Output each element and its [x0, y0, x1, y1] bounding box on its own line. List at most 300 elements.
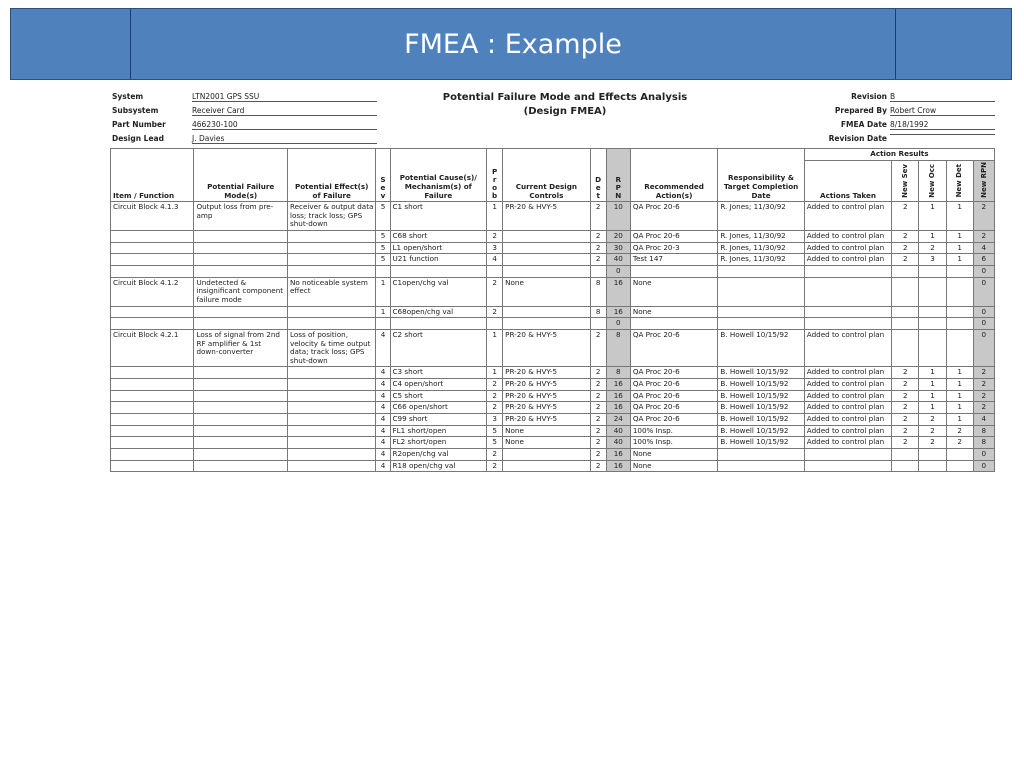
- row-sev: 5: [376, 231, 390, 243]
- row-rpn: 10: [606, 202, 630, 231]
- row-controls: [503, 306, 590, 318]
- table-row: [111, 277, 995, 306]
- row-actions-taken: Added to control plan: [804, 231, 891, 243]
- row-cause: C3 short: [390, 367, 487, 379]
- row-new-occ: [919, 448, 946, 460]
- row-controls: [503, 254, 590, 266]
- row-cause: C99 short: [390, 413, 487, 425]
- row-sev: [376, 266, 390, 278]
- row-prob: 2: [487, 306, 503, 318]
- row-new-rpn: 0: [973, 277, 994, 306]
- row-responsibility: R. Jones, 11/30/92: [718, 254, 804, 266]
- fmea-date-label: FMEA Date: [840, 120, 887, 129]
- row-actions-taken: Added to control plan: [804, 329, 891, 367]
- row-rpn: 0: [606, 318, 630, 330]
- row-rpn: 8: [606, 329, 630, 367]
- table-row: [111, 425, 995, 437]
- row-det: 8: [590, 306, 606, 318]
- row-actions-taken: [804, 277, 891, 306]
- row-new-rpn: 8: [973, 425, 994, 437]
- row-sev: 4: [376, 437, 390, 449]
- row-failure-mode: [194, 425, 288, 437]
- row-sev: 1: [376, 277, 390, 306]
- row-failure-mode: [194, 367, 288, 379]
- row-actions-taken: Added to control plan: [804, 254, 891, 266]
- row-det: 2: [590, 202, 606, 231]
- row-item: [111, 448, 194, 460]
- table-row: [111, 448, 995, 460]
- row-rpn: 40: [606, 254, 630, 266]
- design-lead-value: J. Davies: [192, 134, 377, 144]
- row-recommended: None: [630, 460, 717, 472]
- row-sev: 4: [376, 329, 390, 367]
- row-cause: FL1 short/open: [390, 425, 487, 437]
- row-new-det: [946, 448, 973, 460]
- row-sev: 4: [376, 425, 390, 437]
- revision-date-label: Revision Date: [828, 134, 887, 143]
- row-new-det: 1: [946, 231, 973, 243]
- part-number-value: 466230-100: [192, 120, 377, 130]
- row-controls: [503, 266, 590, 278]
- row-actions-taken: [804, 306, 891, 318]
- row-responsibility: B. Howell 10/15/92: [718, 425, 804, 437]
- row-recommended: 100% Insp.: [630, 425, 717, 437]
- row-new-occ: 1: [919, 231, 946, 243]
- row-actions-taken: Added to control plan: [804, 379, 891, 391]
- row-responsibility: [718, 266, 804, 278]
- row-det: 2: [590, 413, 606, 425]
- table-row: [111, 413, 995, 425]
- row-cause: R18 open/chg val: [390, 460, 487, 472]
- table-row: [111, 329, 995, 367]
- row-rpn: 24: [606, 413, 630, 425]
- row-responsibility: B. Howell 10/15/92: [718, 390, 804, 402]
- prepared-by-value: Robert Crow: [890, 106, 995, 116]
- row-new-det: [946, 318, 973, 330]
- row-recommended: Test 147: [630, 254, 717, 266]
- row-recommended: QA Proc 20-6: [630, 202, 717, 231]
- row-prob: 2: [487, 231, 503, 243]
- row-cause: L1 open/short: [390, 242, 487, 254]
- row-cause: [390, 266, 487, 278]
- row-prob: 1: [487, 329, 503, 367]
- row-item: Circuit Block 4.1.3: [111, 202, 194, 231]
- row-new-rpn: 2: [973, 202, 994, 231]
- col-sev: S e v: [376, 149, 390, 202]
- row-new-occ: 1: [919, 402, 946, 414]
- row-effect: [287, 390, 375, 402]
- row-new-sev: [892, 306, 919, 318]
- row-new-rpn: 2: [973, 379, 994, 391]
- col-det: D e t: [590, 149, 606, 202]
- row-effect: [287, 448, 375, 460]
- row-effect: [287, 460, 375, 472]
- row-cause: [390, 318, 487, 330]
- row-recommended: None: [630, 277, 717, 306]
- row-new-sev: 2: [892, 367, 919, 379]
- row-item: Circuit Block 4.1.2: [111, 277, 194, 306]
- row-new-sev: [892, 277, 919, 306]
- fmea-table-body: [111, 202, 995, 472]
- row-det: 2: [590, 329, 606, 367]
- row-cause: R2open/chg val: [390, 448, 487, 460]
- row-new-sev: 2: [892, 425, 919, 437]
- row-actions-taken: [804, 266, 891, 278]
- col-cause: Potential Cause(s)/ Mechanism(s) of Failure: [390, 149, 487, 202]
- row-controls: [503, 318, 590, 330]
- row-cause: C66 open/short: [390, 402, 487, 414]
- row-responsibility: [718, 460, 804, 472]
- row-prob: 2: [487, 379, 503, 391]
- row-actions-taken: Added to control plan: [804, 390, 891, 402]
- row-rpn: 16: [606, 390, 630, 402]
- row-failure-mode: [194, 390, 288, 402]
- row-item: [111, 460, 194, 472]
- row-new-sev: [892, 266, 919, 278]
- row-controls: None: [503, 437, 590, 449]
- row-failure-mode: [194, 306, 288, 318]
- row-failure-mode: [194, 231, 288, 243]
- col-rpn: R P N: [606, 149, 630, 202]
- row-new-sev: 2: [892, 402, 919, 414]
- table-row: [111, 460, 995, 472]
- row-sev: 5: [376, 254, 390, 266]
- row-effect: [287, 231, 375, 243]
- row-new-det: 1: [946, 379, 973, 391]
- row-actions-taken: Added to control plan: [804, 437, 891, 449]
- row-det: 2: [590, 231, 606, 243]
- subsystem-label: Subsystem: [112, 106, 159, 115]
- row-responsibility: R. Jones, 11/30/92: [718, 231, 804, 243]
- row-det: 2: [590, 425, 606, 437]
- row-effect: [287, 254, 375, 266]
- row-actions-taken: Added to control plan: [804, 202, 891, 231]
- row-prob: 2: [487, 277, 503, 306]
- row-effect: [287, 306, 375, 318]
- row-det: 8: [590, 277, 606, 306]
- row-sev: 4: [376, 367, 390, 379]
- row-failure-mode: [194, 437, 288, 449]
- table-row: [111, 306, 995, 318]
- row-prob: 2: [487, 448, 503, 460]
- row-new-det: [946, 329, 973, 367]
- row-recommended: QA Proc 20-6: [630, 231, 717, 243]
- row-sev: 4: [376, 448, 390, 460]
- row-rpn: 40: [606, 425, 630, 437]
- row-prob: 1: [487, 367, 503, 379]
- row-rpn: 16: [606, 460, 630, 472]
- row-failure-mode: [194, 242, 288, 254]
- row-actions-taken: [804, 448, 891, 460]
- row-responsibility: [718, 318, 804, 330]
- row-rpn: 16: [606, 277, 630, 306]
- system-value: LTN2001 GPS SSU: [192, 92, 377, 102]
- row-responsibility: [718, 448, 804, 460]
- row-prob: [487, 266, 503, 278]
- row-responsibility: B. Howell 10/15/92: [718, 329, 804, 367]
- row-new-rpn: 0: [973, 318, 994, 330]
- row-new-occ: 2: [919, 437, 946, 449]
- row-controls: None: [503, 425, 590, 437]
- row-rpn: 16: [606, 306, 630, 318]
- row-responsibility: [718, 306, 804, 318]
- row-rpn: 16: [606, 448, 630, 460]
- row-controls: PR-20 & HVY-5: [503, 379, 590, 391]
- row-new-sev: [892, 460, 919, 472]
- row-new-det: 1: [946, 202, 973, 231]
- design-lead-label: Design Lead: [112, 134, 164, 143]
- row-new-det: 1: [946, 254, 973, 266]
- row-recommended: QA Proc 20-6: [630, 379, 717, 391]
- row-new-occ: 1: [919, 367, 946, 379]
- col-effect: Potential Effect(s) of Failure: [287, 149, 375, 202]
- row-new-rpn: 2: [973, 402, 994, 414]
- row-recommended: QA Proc 20-6: [630, 367, 717, 379]
- row-new-rpn: 8: [973, 437, 994, 449]
- row-recommended: None: [630, 306, 717, 318]
- row-new-sev: [892, 448, 919, 460]
- row-failure-mode: [194, 266, 288, 278]
- fmea-date-value: 8/18/1992: [890, 120, 995, 130]
- row-sev: 4: [376, 379, 390, 391]
- row-responsibility: R. Jones, 11/30/92: [718, 242, 804, 254]
- row-new-rpn: 2: [973, 231, 994, 243]
- revision-date-value: [890, 134, 995, 135]
- row-recommended: 100% Insp.: [630, 437, 717, 449]
- row-prob: [487, 318, 503, 330]
- row-rpn: 0: [606, 266, 630, 278]
- col-actions-taken: Actions Taken: [804, 160, 891, 202]
- subsystem-value: Receiver Card: [192, 106, 377, 116]
- row-controls: PR-20 & HVY-5: [503, 367, 590, 379]
- row-new-occ: [919, 277, 946, 306]
- row-recommended: QA Proc 20-6: [630, 413, 717, 425]
- row-controls: PR-20 & HVY-5: [503, 202, 590, 231]
- row-prob: 2: [487, 390, 503, 402]
- row-cause: C68 short: [390, 231, 487, 243]
- row-item: Circuit Block 4.2.1: [111, 329, 194, 367]
- row-det: 2: [590, 254, 606, 266]
- row-new-occ: 2: [919, 425, 946, 437]
- row-new-det: 1: [946, 402, 973, 414]
- row-effect: [287, 425, 375, 437]
- row-responsibility: B. Howell 10/15/92: [718, 413, 804, 425]
- row-det: 2: [590, 242, 606, 254]
- col-new-occ: New Occ: [919, 160, 946, 202]
- row-new-occ: 1: [919, 379, 946, 391]
- row-new-rpn: 0: [973, 266, 994, 278]
- fmea-subtitle: (Design FMEA): [523, 106, 607, 117]
- table-row: [111, 318, 995, 330]
- row-det: 2: [590, 460, 606, 472]
- row-recommended: QA Proc 20-6: [630, 390, 717, 402]
- row-failure-mode: [194, 402, 288, 414]
- row-actions-taken: Added to control plan: [804, 367, 891, 379]
- col-new-sev: New Sev: [892, 160, 919, 202]
- row-det: 2: [590, 402, 606, 414]
- row-new-occ: 2: [919, 242, 946, 254]
- row-recommended: [630, 266, 717, 278]
- row-prob: 5: [487, 425, 503, 437]
- row-new-rpn: 2: [973, 367, 994, 379]
- row-failure-mode: Output loss from pre-amp: [194, 202, 288, 231]
- row-det: [590, 266, 606, 278]
- row-new-det: 2: [946, 437, 973, 449]
- col-failure-mode: Potential Failure Mode(s): [194, 149, 288, 202]
- row-new-sev: 2: [892, 413, 919, 425]
- row-item: [111, 266, 194, 278]
- row-effect: [287, 318, 375, 330]
- revision-value: B: [890, 92, 995, 102]
- row-recommended: None: [630, 448, 717, 460]
- prepared-by-label: Prepared By: [834, 106, 887, 115]
- system-label: System: [112, 92, 144, 101]
- row-new-det: [946, 266, 973, 278]
- row-new-rpn: 0: [973, 448, 994, 460]
- row-prob: 4: [487, 254, 503, 266]
- row-sev: 1: [376, 306, 390, 318]
- row-new-occ: [919, 306, 946, 318]
- row-controls: PR-20 & HVY-5: [503, 329, 590, 367]
- table-row: [111, 379, 995, 391]
- row-rpn: 20: [606, 231, 630, 243]
- row-new-det: [946, 306, 973, 318]
- row-sev: 5: [376, 242, 390, 254]
- row-cause: C68open/chg val: [390, 306, 487, 318]
- part-number-label: Part Number: [112, 120, 166, 129]
- row-det: 2: [590, 367, 606, 379]
- fmea-header: [110, 90, 995, 148]
- row-effect: [287, 437, 375, 449]
- row-new-sev: [892, 318, 919, 330]
- col-new-rpn: New RPN: [973, 160, 994, 202]
- row-new-occ: 1: [919, 390, 946, 402]
- row-item: [111, 231, 194, 243]
- row-new-rpn: 0: [973, 329, 994, 367]
- row-new-sev: 2: [892, 254, 919, 266]
- row-actions-taken: Added to control plan: [804, 242, 891, 254]
- row-actions-taken: Added to control plan: [804, 425, 891, 437]
- row-cause: C1open/chg val: [390, 277, 487, 306]
- row-failure-mode: [194, 318, 288, 330]
- row-rpn: 40: [606, 437, 630, 449]
- row-item: [111, 425, 194, 437]
- table-row: [111, 367, 995, 379]
- row-recommended: QA Proc 20-6: [630, 402, 717, 414]
- row-recommended: QA Proc 20-3: [630, 242, 717, 254]
- row-det: [590, 318, 606, 330]
- row-controls: PR-20 & HVY-5: [503, 413, 590, 425]
- title-bar-left-cell: [11, 9, 131, 79]
- row-rpn: 8: [606, 367, 630, 379]
- row-actions-taken: [804, 460, 891, 472]
- row-prob: 5: [487, 437, 503, 449]
- table-row: [111, 202, 995, 231]
- fmea-table: [110, 148, 995, 472]
- col-controls: Current Design Controls: [503, 149, 590, 202]
- row-item: [111, 318, 194, 330]
- row-controls: PR-20 & HVY-5: [503, 390, 590, 402]
- table-row: [111, 266, 995, 278]
- row-det: 2: [590, 437, 606, 449]
- table-row: [111, 390, 995, 402]
- col-responsibility: Responsibility & Target Completion Date: [718, 149, 804, 202]
- row-item: [111, 413, 194, 425]
- row-controls: [503, 460, 590, 472]
- row-new-occ: [919, 329, 946, 367]
- row-recommended: QA Proc 20-6: [630, 329, 717, 367]
- row-new-occ: [919, 266, 946, 278]
- row-failure-mode: [194, 413, 288, 425]
- col-recommended: Recommended Action(s): [630, 149, 717, 202]
- row-controls: None: [503, 277, 590, 306]
- row-effect: [287, 242, 375, 254]
- row-new-det: [946, 277, 973, 306]
- fmea-title: Potential Failure Mode and Effects Analysis: [442, 92, 688, 103]
- row-effect: [287, 266, 375, 278]
- row-controls: PR-20 & HVY-5: [503, 402, 590, 414]
- row-new-rpn: 6: [973, 254, 994, 266]
- row-item: [111, 379, 194, 391]
- table-row: [111, 437, 995, 449]
- row-effect: Receiver & output data loss; track loss; GPS shut-down: [287, 202, 375, 231]
- row-new-det: 1: [946, 242, 973, 254]
- row-effect: [287, 402, 375, 414]
- row-failure-mode: [194, 448, 288, 460]
- row-sev: 5: [376, 202, 390, 231]
- row-actions-taken: Added to control plan: [804, 413, 891, 425]
- row-new-occ: 3: [919, 254, 946, 266]
- revision-label: Revision: [851, 92, 887, 101]
- row-responsibility: B. Howell 10/15/92: [718, 402, 804, 414]
- table-row: [111, 402, 995, 414]
- row-new-det: [946, 460, 973, 472]
- row-new-det: 1: [946, 390, 973, 402]
- row-prob: 3: [487, 242, 503, 254]
- row-failure-mode: [194, 379, 288, 391]
- row-responsibility: [718, 277, 804, 306]
- row-failure-mode: [194, 254, 288, 266]
- col-new-det: New Det: [946, 160, 973, 202]
- col-item: Item / Function: [111, 149, 194, 202]
- row-responsibility: B. Howell 10/15/92: [718, 379, 804, 391]
- title-bar-center-cell: [131, 9, 896, 79]
- row-failure-mode: Undetected & insignificant component failure mode: [194, 277, 288, 306]
- row-cause: U21 function: [390, 254, 487, 266]
- row-controls: [503, 448, 590, 460]
- row-controls: [503, 242, 590, 254]
- row-rpn: 16: [606, 379, 630, 391]
- row-cause: C5 short: [390, 390, 487, 402]
- row-controls: [503, 231, 590, 243]
- table-header-row-1: [111, 149, 995, 161]
- col-action-results: Action Results: [804, 149, 994, 161]
- row-new-occ: [919, 318, 946, 330]
- row-new-occ: 2: [919, 413, 946, 425]
- row-new-sev: 2: [892, 390, 919, 402]
- table-row: [111, 231, 995, 243]
- row-cause: C2 short: [390, 329, 487, 367]
- row-effect: Loss of position, velocity & time output data; track loss; GPS shut-down: [287, 329, 375, 367]
- slide-title-bar: [10, 8, 1012, 80]
- row-new-det: 1: [946, 413, 973, 425]
- row-item: [111, 402, 194, 414]
- row-sev: [376, 318, 390, 330]
- row-new-rpn: 4: [973, 242, 994, 254]
- row-cause: C4 open/short: [390, 379, 487, 391]
- fmea-document: [110, 90, 995, 472]
- col-prob: P r o b: [487, 149, 503, 202]
